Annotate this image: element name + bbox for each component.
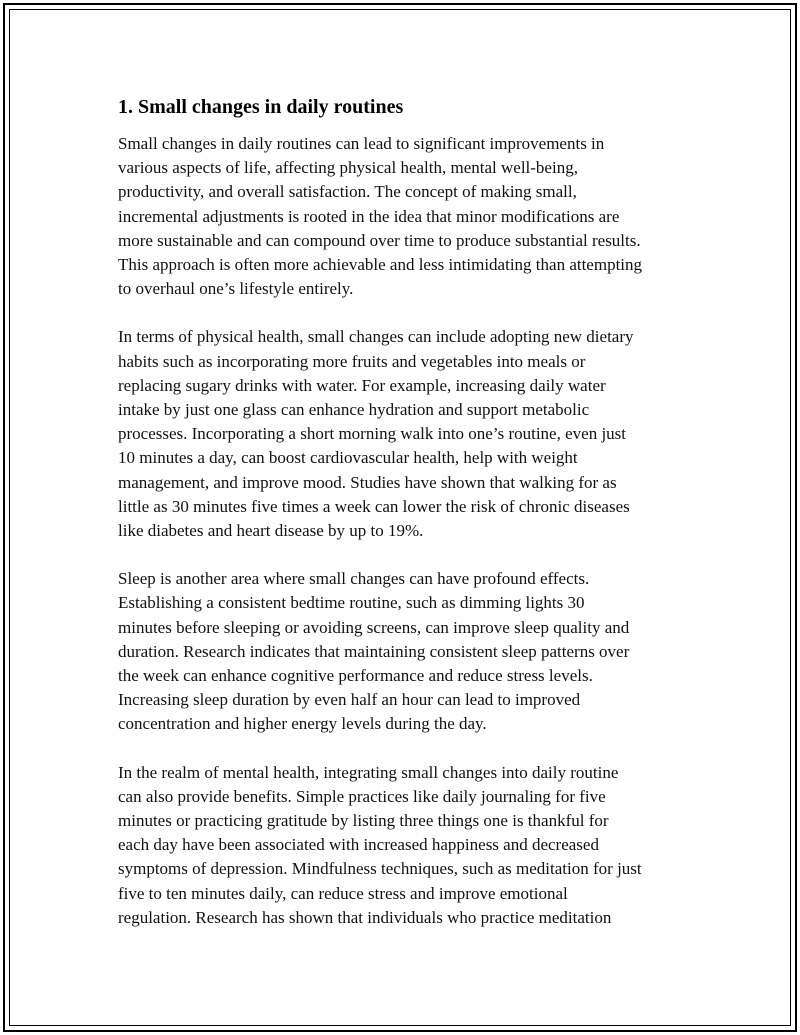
paragraph-physical-health: In terms of physical health, small changes can include adopting new dietary habits such as incorporating more fruits and vegetables into meals or replacing sugary drinks with water. For example, increasing daily water intake by just one glass can enhance hydration and support metabolic processes. Incorporating a short morning walk into one’s routine, even just 10 minutes a day, can boost cardiovascular health, help with weight management, and improve mood. Studies have shown that walking for as little as 30 minutes five times a week can lower the risk of chronic diseases like diabetes and heart disease by up to 19%.	[118, 327, 634, 541]
paragraph-sleep: Sleep is another area where small changes can have profound effects. Establishing a consistent bedtime routine, such as dimming lights 30 minutes before sleeping or avoiding screens, can improve sleep quality and duration. Research indicates that maintaining consistent sleep patterns over the week can enhance cognitive performance and reduce stress levels. Increasing sleep duration by even half an hour can lead to improved concentration and higher energy levels during the day.	[118, 569, 630, 734]
section-heading: 1. Small changes in daily routines	[118, 96, 404, 118]
document-body	[118, 94, 688, 954]
paragraph-mental-health: In the realm of mental health, integrating small changes into daily routine can also provide benefits. Simple practices like daily journaling for five minutes or practicing gratitude by listing three things one is thankful for each day have been associated with increased happiness and decreased symptoms of depression. Mindfulness techniques, such as meditation for just five to ten minutes daily, can reduce stress and improve emotional regulation. Research has shown that individuals who practice meditation	[118, 762, 642, 927]
paragraph-intro: Small changes in daily routines can lead to significant improvements in various aspects of life, affecting physical health, mental well-being, productivity, and overall satisfaction. The concept of making small, incremental adjustments is rooted in the idea that minor modifications are more sustainable and can compound over time to produce substantial results. This approach is often more achievable and less intimidating than attempting to overhaul one’s lifestyle entirely.	[118, 134, 643, 299]
